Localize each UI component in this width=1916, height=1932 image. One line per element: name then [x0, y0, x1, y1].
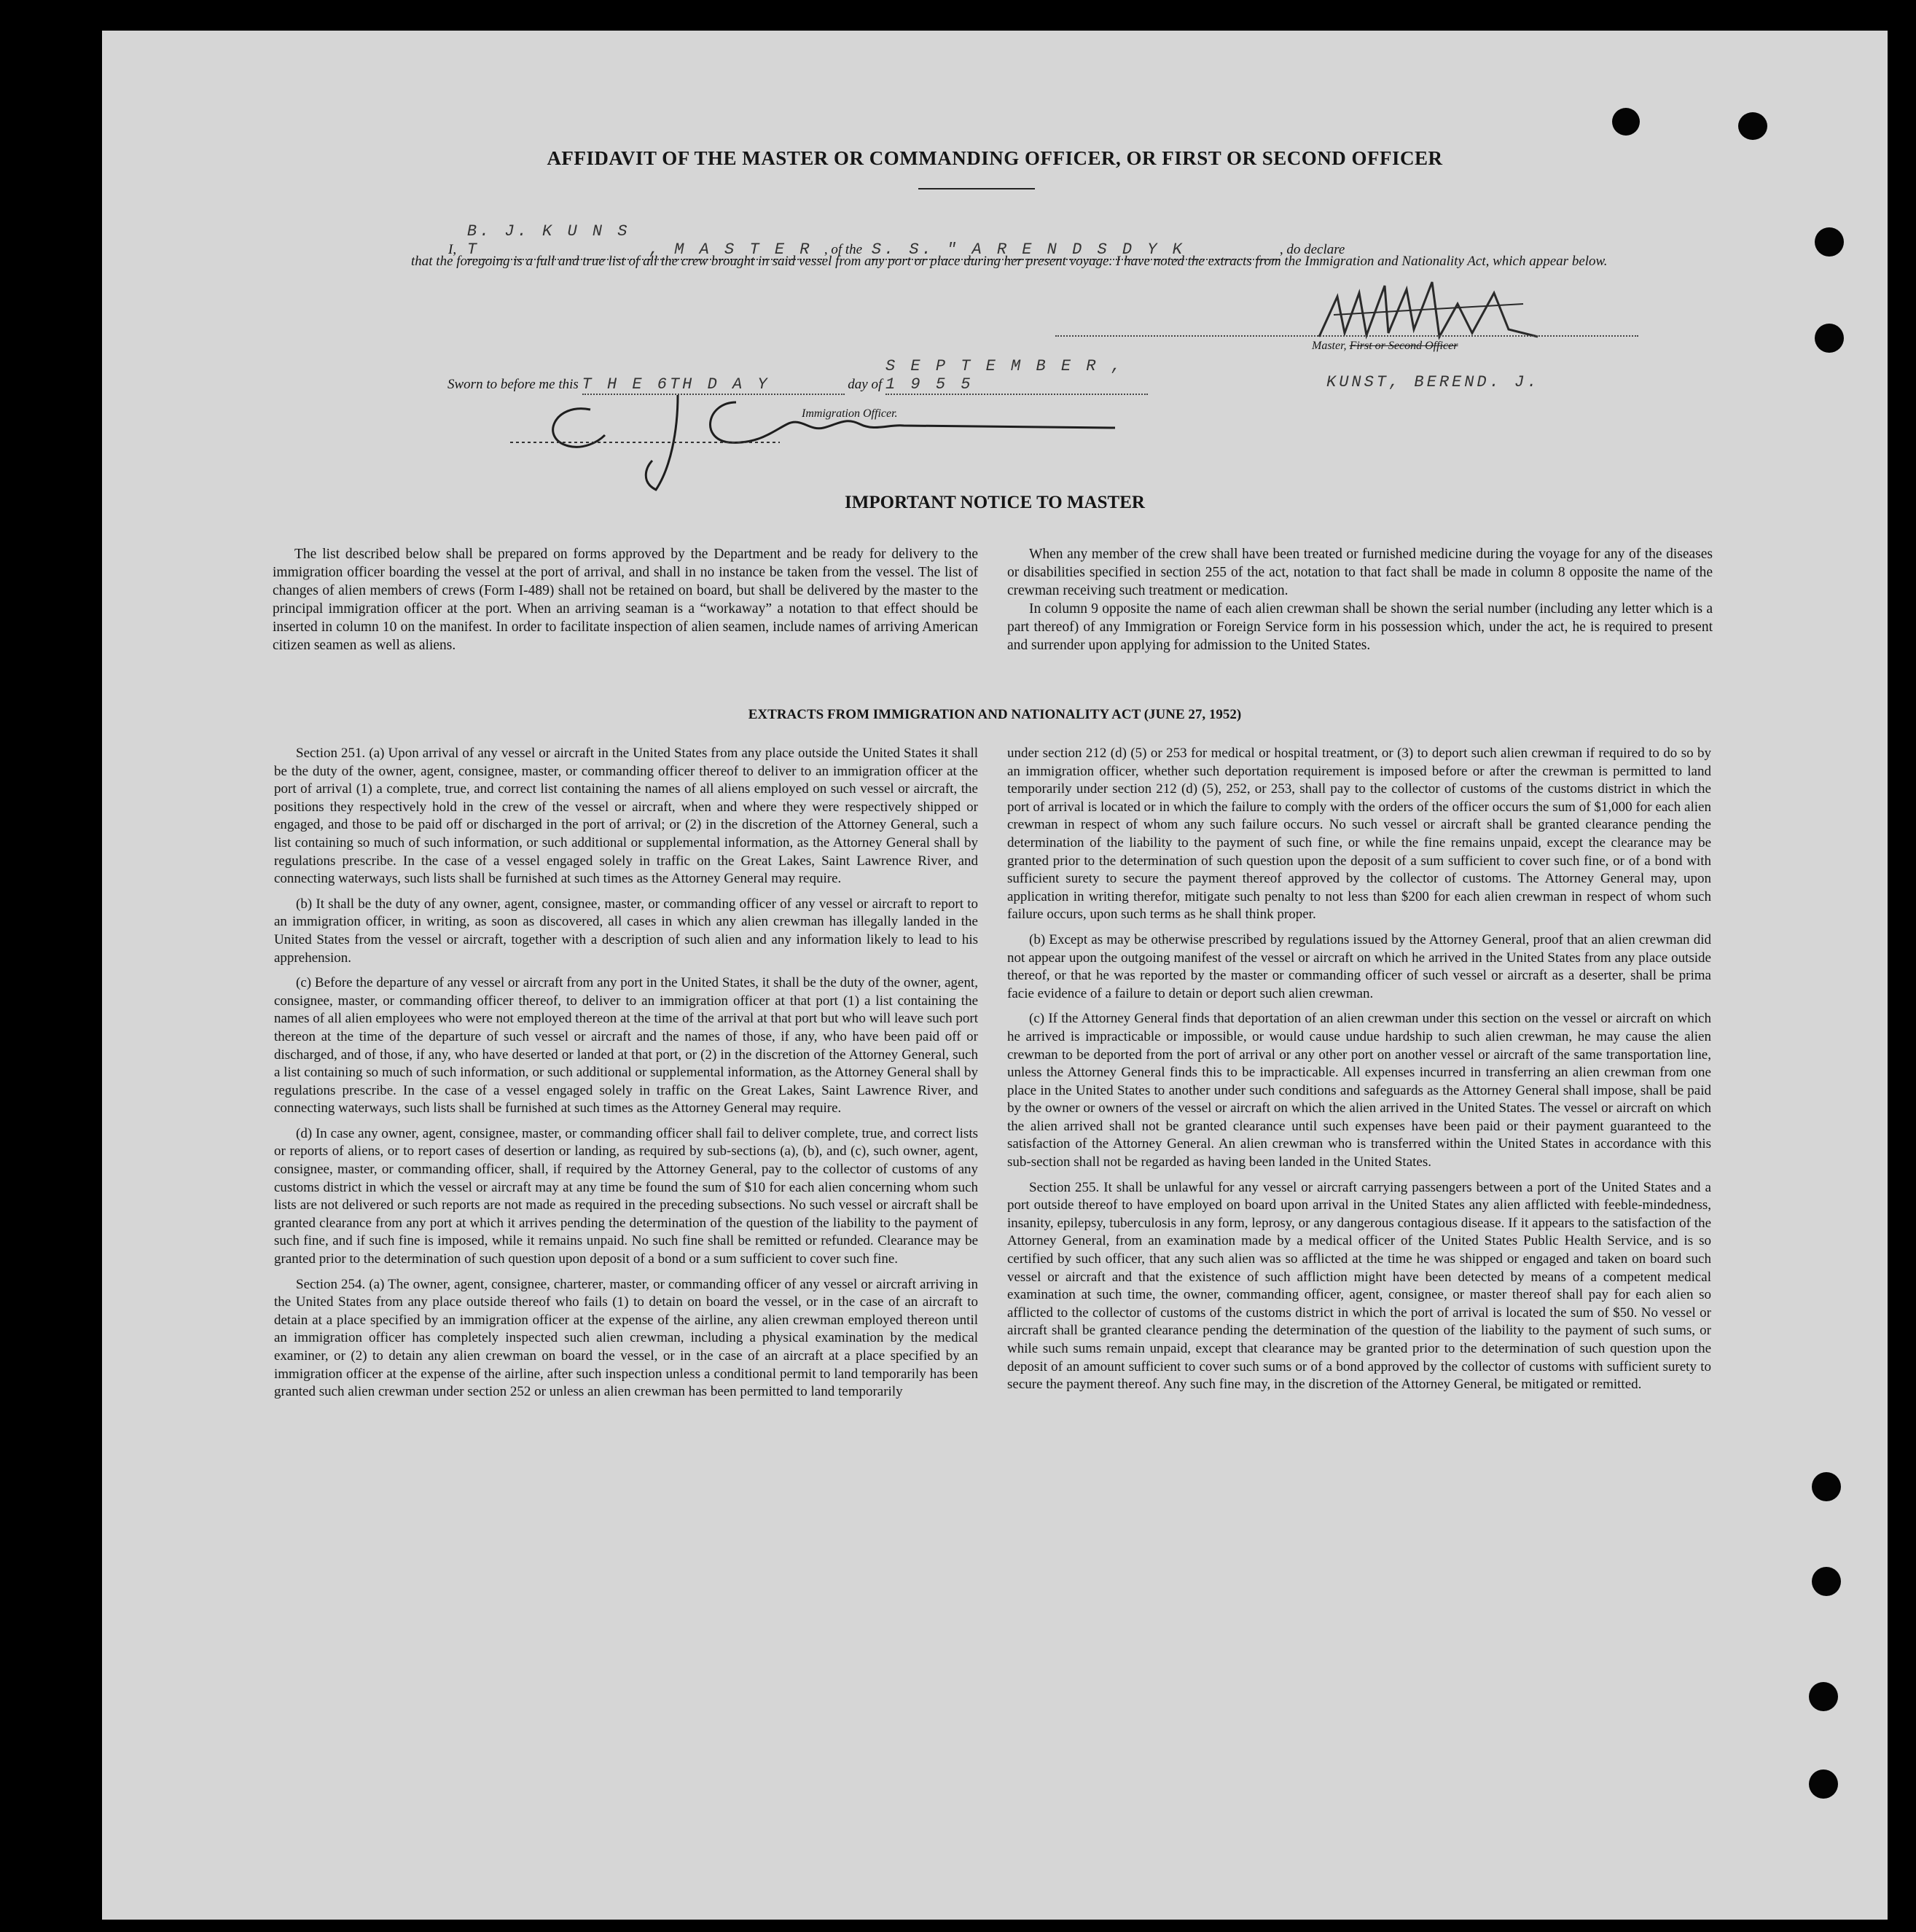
title-rule [918, 188, 1035, 189]
master-label: Master, [1312, 340, 1347, 352]
of-the-label: , of the [824, 242, 863, 257]
section-255: Section 255. It shall be unlawful for any vessel or aircraft carrying passengers between a port of the United States and a port outside thereof to have employed on board upon arrival in the United States any alien afflicted with feeble-mindedness, insanity, epilepsy, tuberculosis in any form, leprosy, or any dangerous contagious disease. If it appears to the satisfaction of the Attorney General, from an examination made by a medical officer of the United States Public Health Service, and is so certified by such officer, that any such alien was so afflicted at the time he was shipped or engaged and taken on board such vessel or aircraft and that the existence of such affliction might have been detected by means of a competent medical examination at such time, the owner, commanding officer, agent, consignee, or master thereof shall pay for each alien so afflicted to the collector of customs of the customs district in which the port of arrival is located the sum of $50. No vessel or aircraft shall be granted clearance pending the determination of the question of the liability to the payment of such sums, or while such sums remain unpaid, except that clearance may be granted prior to the determination of such question upon the deposit of an amount sufficient to cover such sums or of a bond approved by the collector of customs with sufficient surety to secure the payment thereof. Any such fine may, in the discretion of the Attorney General, be mitigated or remitted. [1007, 1179, 1711, 1393]
section-251-c: (c) Before the departure of any vessel or aircraft from any port in the United States, it shall be the duty of the owner, agent, consignee, master, or commanding officer thereof, to deliver to an immigration officer at that port (1) a list containing the names of all alien employees who were not employed thereon at the time of the arrival at that port but who will leave such port thereon at the time of the departure of such vessel or aircraft and the names of those, if any, who have been paid off or discharged, and of those, if any, who have deserted or landed at that port, or (2) in the discretion of the Attorney General, such a list containing so much of such information, or such additional or supplemental information, as the Attorney General shall by regulations prescribe. In the case of a vessel engaged solely in traffic on the Great Lakes, Saint Lawrence River, and connecting waterways, such lists shall be furnished at such times as the Attorney General may require. [274, 975, 978, 1116]
document-page [102, 31, 1888, 1920]
officer-signature [510, 373, 1115, 497]
declaration-text: that the foregoing is a full and true list of all the crew brought in said vessel from any port or place during her present voyage. I have noted the extracts from the Immigration and Nationality Act, which appear below. [411, 254, 1608, 269]
day-of-label: day of [848, 377, 883, 392]
sworn-label: Sworn to before me this [447, 377, 579, 392]
printed-name-handwritten: KUNST, BEREND. J. [1326, 373, 1540, 391]
section-254-a: Section 254. (a) The owner, agent, consignee, charterer, master, or commanding officer of any vessel or aircraft arriving in the United States from any place outside thereof who fails (1) to detain on board the vessel, or in the case of an aircraft to detain at a place specified by an immigration officer at the expense of the airline, any alien crewman employed thereon until an immigration officer has completely inspected such alien crewman, including a physical examination by the medical examiner, or (2) to detain any alien crewman on board the vessel, or in the case of an aircraft at a place specified by an immigration officer at the expense of the airline, after such inspection unless a conditional permit to land temporarily has been granted such alien crewman under section 252 or unless an alien crewman has been permitted to land temporarily [274, 1276, 978, 1400]
notice-right-paragraph-1: When any member of the crew shall have been treated or furnished medicine during the voyage for any of the diseases or disabilities specified in section 255 of the act, notation to that fact shall be made in column 8 opposite the name of the crewman receiving such treatment or medication. [1007, 547, 1713, 598]
master-signature-line [1055, 335, 1638, 337]
punch-hole [1612, 108, 1640, 136]
punch-hole [1815, 324, 1844, 353]
punch-hole [1809, 1769, 1838, 1799]
punch-hole [1812, 1567, 1841, 1596]
struck-officer-label: First or Second Officer [1349, 340, 1458, 352]
affidavit-title: AFFIDAVIT OF THE MASTER OR COMMANDING OFFICER, OR FIRST OR SECOND OFFICER [547, 147, 1443, 169]
notice-left-column [273, 545, 978, 654]
section-254-c: (c) If the Attorney General finds that deportation of an alien crewman under this section on the vessel or aircraft on which he arrived is impracticable or impossible, or would cause undue hardship to such alien crewman, he may cause the alien crewman to be deported from the port of arrival or any other port on another vessel or aircraft of the same transportation line, unless the Attorney General finds this to be impracticable. All expenses incurred in transferring an alien crewman from one place in the United States to another under such conditions and safeguards as the Attorney General shall impose, shall be paid by the owner or owners of the vessel or aircraft on which the alien arrived in the United States. The vessel or aircraft on which the alien arrived shall not be granted clearance until such expenses have been paid or their payment guaranteed to the satisfaction of the Attorney General. An alien crewman who is transferred within the United States in accordance with this sub-section shall not be regarded as having been landed in the United States. [1007, 1011, 1711, 1170]
section-251-d: (d) In case any owner, agent, consignee, master, or commanding officer shall fail to deliver complete, true, and correct lists or reports of aliens, or to report cases of desertion or landing, as required by sub-sections (a), (b), and (c), such owner, agent, consignee, master, or commanding officer, shall, if required by the Attorney General, pay to the collector of customs of any customs district in which the vessel or aircraft may at any time be found the sum of $10 for each alien concerning whom such lists are not delivered or such reports are not made as required in the preceding subsections. No such vessel or aircraft shall be granted clearance from any port at which it arrives pending the determination of the question of the liability to the payment of such fine, and if such fine is imposed, while it remains unpaid. No such fine shall be remitted or refunded. Clearance may be granted prior to the determination of such question upon deposit of a bond or a sum sufficient to cover such fine. [274, 1125, 978, 1267]
do-declare-label: , do declare [1279, 242, 1345, 257]
i-label: I, [448, 242, 457, 257]
immigration-officer-label: Immigration Officer. [802, 407, 898, 420]
notice-right-column [1007, 545, 1713, 654]
date-day-handwritten: T H E 6TH D A Y [582, 375, 845, 395]
section-251-b: (b) It shall be the duty of any owner, agent, consignee, master, or commanding officer of any vessel or aircraft to report to an immigration officer, in writing, as soon as discovered, all cases in which any alien crewman has illegally landed in the United States from the vessel or aircraft, together with a description of such alien and any information likely to lead to his apprehension. [274, 896, 978, 966]
punch-hole [1738, 112, 1767, 140]
notice-left-paragraph: The list described below shall be prepared on forms approved by the Department and be ready for delivery to the immigration officer boarding the vessel at the port of arrival, and shall in no instance be taken from the vessel. The list of changes of alien members of crews (Form I-489) shall not be retained on board, but shall be delivered by the master to the principal immigration officer at the port. When an arriving seaman is a “workaway” a notation to that effect should be inserted in column 10 on the manifest. In order to facilitate inspection of alien seamen, include names of arriving American citizen seamen as well as aliens. [273, 547, 978, 653]
vessel-name-handwritten: S. S. " A R E N D S D Y K [872, 240, 1280, 260]
master-label-row [1312, 340, 1458, 353]
master-title-handwritten: , M A S T E R [649, 240, 824, 260]
section-254-b: (b) Except as may be otherwise prescribed by regulations issued by the Attorney General, proof that an alien crewman did not appear upon the outgoing manifest of the vessel or aircraft on which he arrived in the United States from any place outside thereof, or that he was reported by the master or commanding officer of such vessel or aircraft as a deserter, shall be prima facie evidence of a failure to detain or deport such alien crewman. [1007, 931, 1711, 1001]
punch-hole [1815, 227, 1844, 257]
master-name-handwritten: B. J. K U N S T [467, 222, 649, 260]
date-month-handwritten: S E P T E M B E R , 1 9 5 5 [885, 357, 1148, 395]
notice-right-paragraph-2: In column 9 opposite the name of each alien crewman shall be shown the serial number (including any letter which is a part thereof) of any Immigration or Foreign Service form in his possession which, under the act, he is required to present and surrender upon applying for admission to the United States. [1007, 601, 1713, 653]
punch-hole [1809, 1682, 1838, 1711]
notice-title: IMPORTANT NOTICE TO MASTER [845, 493, 1145, 512]
extracts-right-column [1007, 745, 1711, 1401]
extracts-title: EXTRACTS FROM IMMIGRATION AND NATIONALITY ACT (JUNE 27, 1952) [748, 707, 1242, 722]
punch-hole [1812, 1472, 1841, 1501]
section-251-a: Section 251. (a) Upon arrival of any vessel or aircraft in the United States from any place outside the United States it shall be the duty of the owner, agent, consignee, master, or commanding officer thereof to deliver to an immigration officer at the port of arrival (1) a complete, true, and correct list containing the names of all aliens employed on such vessel or aircraft, the positions they respectively hold in the crew of the vessel or aircraft, when and where they were respectively shipped or engaged, and those to be paid off or discharged in the port of arrival; or (2) in the discretion of the Attorney General, such a list containing so much of such information, or such additional or supplemental information, as the Attorney General shall by regulations prescribe. In the case of a vessel engaged solely in traffic on the Great Lakes, Saint Lawrence River, and connecting waterways, such lists shall be furnished at such times as the Attorney General may require. [274, 746, 978, 887]
extracts-left-column [274, 745, 978, 1409]
section-254-a-cont: under section 212 (d) (5) or 253 for medical or hospital treatment, or (3) to deport such alien crewman if required to do so by an immigration officer, whether such deportation requirement is imposed before or after the crewman is permitted to land temporarily under section 212 (d) (5), 252, or 253, shall pay to the collector of customs of the customs district in which the port of arrival is located or in which the failure to comply with the orders of the officer occurs the sum of $1,000 for each alien crewman in respect of whom any such failure occurs. No such vessel or aircraft shall be granted clearance pending the determination of the liability to the payment of such fine, or while the fine remains unpaid, except the clearance may be granted prior to the determination of such question upon the deposit of a sum sufficient to cover such fine, or of a bond with sufficient surety to secure the payment thereof approved by the collector of customs. The Attorney General may, upon application in writing therefor, mitigate such penalty to not less than $200 for each alien crewman in respect of whom such failure occurs, upon such terms as he shall think proper. [1007, 746, 1711, 923]
